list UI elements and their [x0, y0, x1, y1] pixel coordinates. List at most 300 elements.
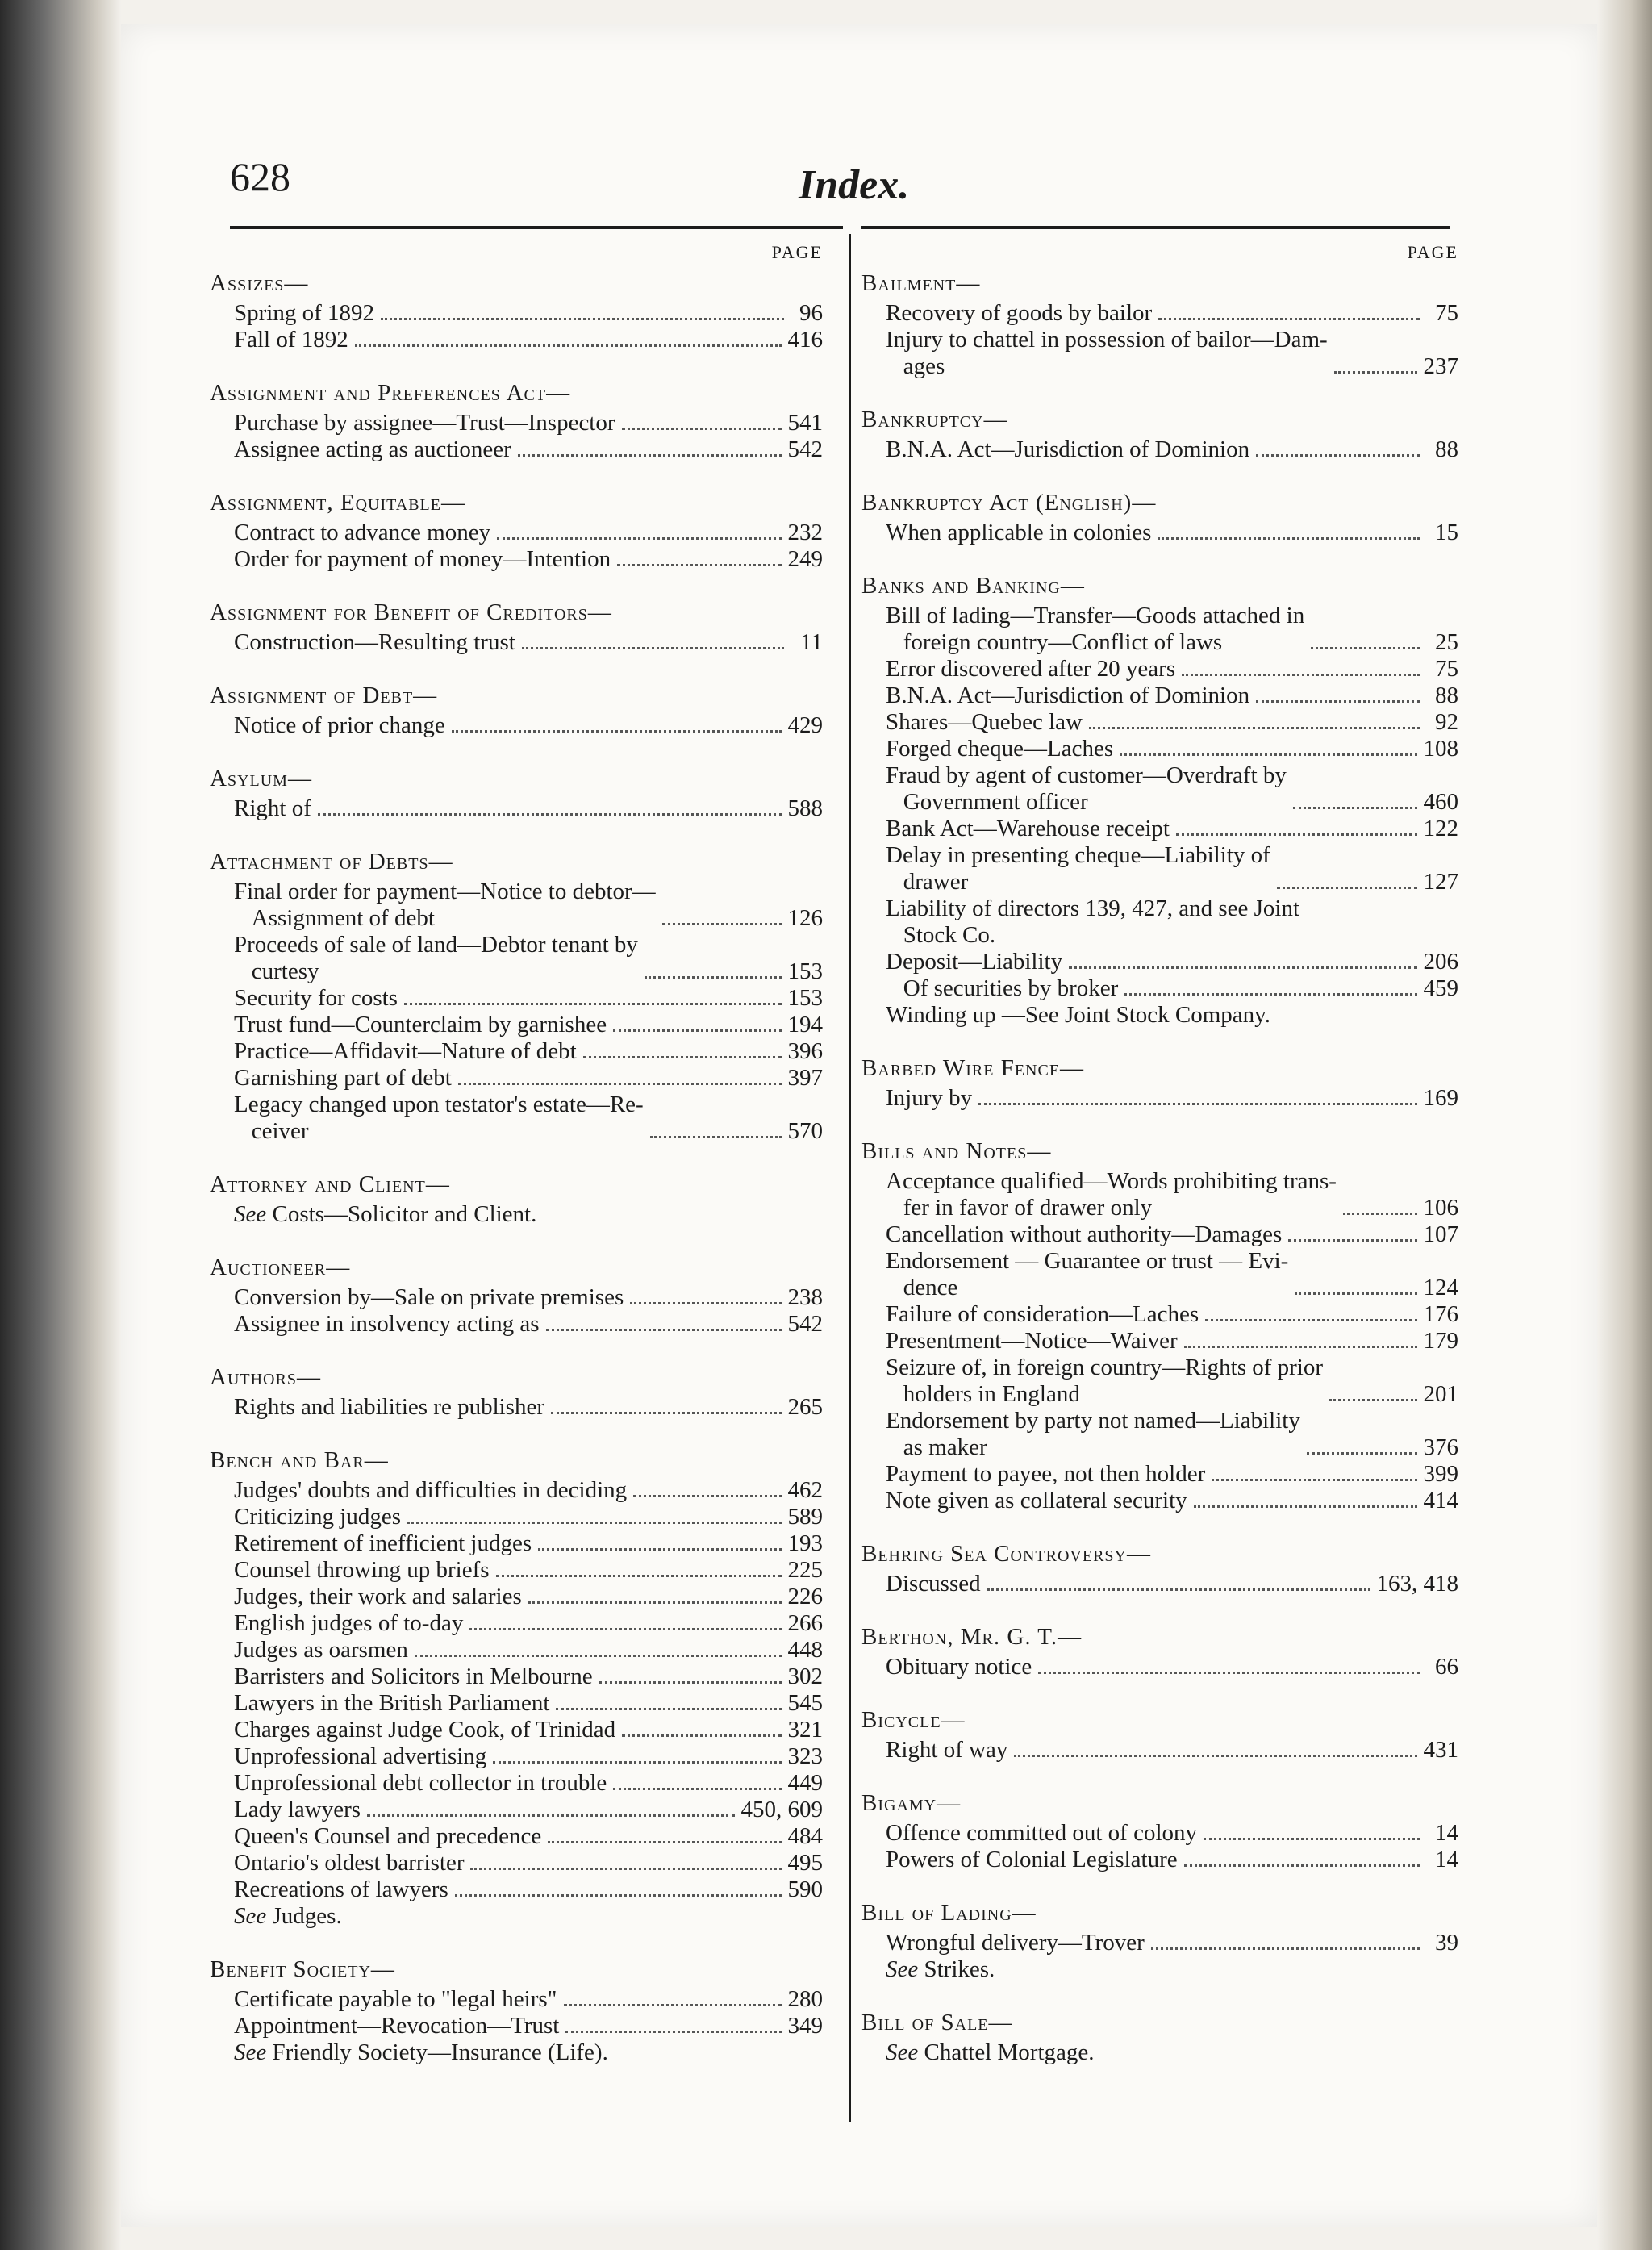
dot-leader: [564, 2004, 782, 2006]
index-subentry: [861, 520, 1458, 546]
dot-leader: [1089, 727, 1420, 729]
page-ref: 122: [1423, 816, 1458, 841]
index-subentry: [861, 1571, 1458, 1597]
index-subentry: [861, 1488, 1458, 1514]
index-subentry: [861, 842, 1458, 895]
index-subentry: [861, 1654, 1458, 1680]
subentry-text: Right of: [234, 795, 311, 821]
index-entry: [210, 678, 823, 739]
subentry-text: B.N.A. Act—Jurisdiction of Dominion: [886, 436, 1250, 462]
index-heading: Bicycle—: [861, 1707, 966, 1733]
page-ref: 39: [1435, 1930, 1458, 1956]
see-reference: [861, 2039, 1458, 2066]
index-subentry: [210, 1504, 823, 1530]
dot-leader: [469, 1628, 781, 1630]
subentry-text: Lady lawyers: [234, 1797, 361, 1822]
dot-leader: [613, 1788, 781, 1790]
index-entry: [861, 1896, 1458, 1983]
index-heading: Bench and Bar—: [210, 1447, 389, 1473]
page-ref: 124: [1423, 1275, 1458, 1300]
page-ref: 194: [787, 1012, 823, 1037]
index-subentry: [861, 1301, 1458, 1328]
page-ref: 25: [1435, 629, 1458, 655]
subentry-text: Trust fund—Counterclaim by garnishee: [234, 1012, 607, 1037]
see-word: See: [886, 1956, 919, 1982]
page-ref: 376: [1423, 1434, 1458, 1460]
page-ref: 460: [1423, 789, 1458, 815]
subentry-text: Fraud by agent of customer—Overdraft by Government officer: [886, 762, 1287, 815]
subentry-text: Fall of 1892: [234, 327, 348, 353]
page-ref: 280: [787, 1986, 823, 2012]
subentry-text: Discussed: [886, 1571, 981, 1597]
index-subentry: [861, 1408, 1458, 1461]
index-entry: [861, 486, 1458, 546]
page-ref: 225: [787, 1557, 823, 1583]
index-entry: [861, 2006, 1458, 2066]
see-reference: [210, 1903, 823, 1930]
page-ref: 429: [787, 712, 823, 738]
index-entry: [210, 595, 823, 656]
subentry-text: Construction—Resulting trust: [234, 629, 515, 655]
page-ref: 193: [787, 1530, 823, 1556]
index-subentry: [861, 1248, 1458, 1301]
dot-leader: [1182, 674, 1420, 676]
dot-leader: [493, 1761, 781, 1764]
subentry-text: Judges as oarsmen: [234, 1637, 408, 1663]
see-word: See: [234, 2039, 267, 2065]
dot-leader: [415, 1655, 782, 1657]
dot-leader: [551, 1412, 781, 1414]
index-heading: Assizes—: [210, 270, 309, 296]
dot-leader: [622, 428, 782, 430]
page-ref: 92: [1435, 709, 1458, 735]
index-subentry: [861, 895, 1458, 949]
index-entry: [861, 1620, 1458, 1680]
page-ref: 96: [799, 300, 823, 326]
subentry-text: Notice of prior change: [234, 712, 445, 738]
index-subentry: [210, 1770, 823, 1797]
dot-leader: [1014, 1755, 1416, 1757]
dot-leader: [318, 813, 782, 816]
dot-leader: [404, 1003, 782, 1005]
dot-leader: [617, 564, 781, 566]
subentry-text: Delay in presenting cheque—Liability of drawer: [886, 842, 1270, 895]
page-ref: 416: [787, 327, 823, 353]
index-entry: [861, 266, 1458, 380]
index-heading: Bill of Sale—: [861, 2010, 1013, 2035]
header-rule-left: [230, 226, 843, 229]
index-subentry: [861, 1355, 1458, 1408]
index-subentry: [210, 1311, 823, 1338]
subentry-text: Lawyers in the British Parliament: [234, 1690, 550, 1716]
index-subentry: [210, 1065, 823, 1092]
index-subentry: [210, 985, 823, 1012]
index-heading: Assignment for Benefit of Creditors—: [210, 599, 612, 625]
dot-leader: [630, 1302, 781, 1304]
subentry-text: Acceptance qualified—Words prohibiting trans- fer in favor of drawer only: [886, 1168, 1337, 1221]
page-ref: 176: [1423, 1301, 1458, 1327]
index-subentry: [210, 327, 823, 353]
subentry-text: Cancellation without authority—Damages: [886, 1221, 1283, 1247]
subentry-text: Spring of 1892: [234, 300, 374, 326]
index-column-left: [210, 242, 823, 2089]
page-ref: 431: [1423, 1737, 1458, 1763]
page-ref: 88: [1435, 683, 1458, 708]
dot-leader: [455, 1894, 782, 1897]
subentry-text: English judges of to-day: [234, 1610, 464, 1636]
subentry-text: Error discovered after 20 years: [886, 656, 1176, 682]
dot-leader: [1288, 1239, 1416, 1242]
subentry-text: Criticizing judges: [234, 1504, 401, 1530]
page-ref: 321: [787, 1717, 823, 1743]
index-heading: Bigamy—: [861, 1790, 962, 1816]
subentry-text: Final order for payment—Notice to debtor— Assignment of debt: [234, 879, 656, 931]
subentry-text: Powers of Colonial Legislature: [886, 1847, 1178, 1872]
index-subentry: [861, 709, 1458, 736]
index-subentry: [861, 949, 1458, 975]
page-ref: 179: [1423, 1328, 1458, 1354]
dot-leader: [355, 344, 782, 347]
dot-leader: [1120, 753, 1416, 756]
page-ref: 349: [787, 2013, 823, 2039]
index-entry: [210, 845, 823, 1145]
page-ref: 106: [1423, 1195, 1458, 1221]
subentry-text: Rights and liabilities re publisher: [234, 1394, 545, 1420]
index-subentry: [861, 816, 1458, 842]
index-subentry: [210, 1876, 823, 1903]
subentry-text: Assignee acting as auctioneer: [234, 436, 511, 462]
subentry-text: Judges, their work and salaries: [234, 1584, 522, 1609]
subentry-text: Ontario's oldest barrister: [234, 1850, 465, 1876]
page-ref: 396: [787, 1038, 823, 1064]
index-column-right: [861, 242, 1458, 2089]
subentry-text: Conversion by—Sale on private premises: [234, 1284, 624, 1310]
dot-leader: [1307, 1452, 1417, 1455]
subentry-text: Order for payment of money—Intention: [234, 546, 611, 572]
index-subentry: [210, 1986, 823, 2013]
see-word: See: [886, 2039, 919, 2065]
index-subentry: [210, 1690, 823, 1717]
page-ref: 495: [787, 1850, 823, 1876]
page-ref: 75: [1435, 300, 1458, 326]
index-heading: Banks and Banking—: [861, 573, 1085, 599]
subentry-text: Unprofessional advertising: [234, 1743, 487, 1769]
index-subentry: [210, 1637, 823, 1663]
page-label: PAGE: [1407, 242, 1458, 262]
page-ref: 107: [1423, 1221, 1458, 1247]
dot-leader: [565, 2031, 781, 2033]
subentry-text: Offence committed out of colony: [886, 1820, 1198, 1846]
subentry-text: Bank Act—Warehouse receipt: [886, 816, 1170, 841]
index-subentry: [861, 1930, 1458, 1956]
page-ref: 462: [787, 1477, 823, 1503]
index-subentry: [861, 762, 1458, 816]
dot-leader: [1158, 537, 1420, 540]
dot-leader: [978, 1103, 1416, 1105]
index-subentry: [210, 629, 823, 656]
index-heading: Asylum—: [210, 766, 312, 791]
index-heading: Bankruptcy Act (English)—: [861, 490, 1157, 516]
dot-leader: [613, 1029, 781, 1032]
index-heading: Auctioneer—: [210, 1254, 351, 1280]
dot-leader: [1151, 1947, 1420, 1950]
subentry-text: Proceeds of sale of land—Debtor tenant by curtesy: [234, 932, 638, 984]
index-subentry: [210, 520, 823, 546]
index-entry: [210, 1952, 823, 2066]
subentry-text: B.N.A. Act—Jurisdiction of Dominion: [886, 683, 1250, 708]
page-ref: 542: [787, 1311, 823, 1337]
index-heading: Benefit Society—: [210, 1956, 395, 1982]
dot-leader: [496, 1575, 782, 1577]
index-subentry: [210, 1477, 823, 1504]
index-entry: [210, 1360, 823, 1421]
page-ref: 169: [1423, 1085, 1458, 1111]
dot-leader: [1334, 371, 1417, 374]
page-ref: 448: [787, 1637, 823, 1663]
subentry-text: Unprofessional debt collector in trouble: [234, 1770, 607, 1796]
index-heading: Berthon, Mr. G. T.—: [861, 1624, 1083, 1650]
page-ref: 302: [787, 1663, 823, 1689]
page-ref: 265: [787, 1394, 823, 1420]
dot-leader: [987, 1588, 1370, 1591]
dot-leader: [1295, 1292, 1416, 1295]
page-ref: 163, 418: [1376, 1571, 1458, 1597]
see-reference: [210, 1201, 823, 1228]
page-ref: 397: [787, 1065, 823, 1091]
page-ref: 88: [1435, 436, 1458, 462]
index-subentry: [861, 1847, 1458, 1873]
dot-leader: [1184, 1346, 1417, 1348]
page-ref: 545: [787, 1690, 823, 1716]
subentry-text: Recovery of goods by bailor: [886, 300, 1153, 326]
subentry-text: Payment to payee, not then holder: [886, 1461, 1206, 1487]
see-word: See: [234, 1903, 267, 1929]
page-ref: 108: [1423, 736, 1458, 762]
dot-leader: [599, 1681, 782, 1684]
dot-leader: [518, 454, 782, 457]
dot-leader: [497, 537, 781, 540]
page-label: PAGE: [771, 242, 823, 262]
subentry-text: Retirement of inefficient judges: [234, 1530, 532, 1556]
subentry-text: Purchase by assignee—Trust—Inspector: [234, 410, 615, 436]
subentry-text: Barristers and Solicitors in Melbourne: [234, 1663, 593, 1689]
page-ref: 153: [787, 985, 823, 1011]
header-rule-right: [861, 226, 1450, 229]
index-heading: Authors—: [210, 1364, 321, 1390]
scan-edge-right: [1597, 0, 1652, 2250]
subentry-text: Bill of lading—Transfer—Goods attached in foreign country—Conflict of laws: [886, 603, 1305, 655]
dot-leader: [1158, 318, 1420, 320]
index-subentry: [861, 1085, 1458, 1112]
page-ref: 588: [787, 795, 823, 821]
left-entries: [210, 266, 823, 2066]
dot-leader: [633, 1495, 781, 1497]
index-subentry: [861, 1168, 1458, 1221]
index-entry: [861, 1537, 1458, 1597]
dot-leader: [1038, 1672, 1420, 1674]
index-entry: [210, 762, 823, 822]
page-ref: 14: [1435, 1847, 1458, 1872]
subentry-text: Practice—Affidavit—Nature of debt: [234, 1038, 577, 1064]
see-target: Costs—Solicitor and Client.: [266, 1201, 537, 1227]
index-subentry: [210, 879, 823, 932]
dot-leader: [407, 1522, 782, 1524]
subentry-text: Recreations of lawyers: [234, 1876, 448, 1902]
index-heading: Bills and Notes—: [861, 1138, 1052, 1164]
dot-leader: [1311, 647, 1420, 649]
index-subentry: [210, 1663, 823, 1690]
subentry-text: Garnishing part of debt: [234, 1065, 452, 1091]
index-heading: Attachment of Debts—: [210, 849, 453, 875]
index-entry: [861, 1051, 1458, 1112]
dot-leader: [538, 1548, 781, 1551]
see-reference: [861, 1956, 1458, 1983]
index-subentry: [210, 1797, 823, 1823]
index-entry: [210, 266, 823, 353]
index-entry: [861, 1786, 1458, 1873]
index-subentry: [210, 1284, 823, 1311]
subentry-text: Note given as collateral security: [886, 1488, 1187, 1513]
index-subentry: [861, 603, 1458, 656]
page-ref: 449: [787, 1770, 823, 1796]
dot-leader: [1329, 1399, 1416, 1401]
dot-leader: [470, 1868, 781, 1870]
page-ref: 450, 609: [740, 1797, 823, 1822]
index-entry: [210, 376, 823, 463]
page-ref: 206: [1423, 949, 1458, 975]
page-ref: 541: [787, 410, 823, 436]
subentry-text: Injury by: [886, 1085, 973, 1111]
dot-leader: [1205, 1319, 1416, 1321]
dot-leader: [1176, 833, 1417, 836]
index-heading: Attorney and Client—: [210, 1171, 450, 1197]
column-divider: [849, 234, 851, 2122]
subentry-text: Assignee in insolvency acting as: [234, 1311, 540, 1337]
index-subentry: [861, 1328, 1458, 1355]
page-ref: 127: [1423, 869, 1458, 895]
index-subentry: [861, 683, 1458, 709]
index-subentry: [861, 1461, 1458, 1488]
page-ref: 201: [1423, 1381, 1458, 1407]
subentry-text: Of securities by broker: [886, 975, 1119, 1001]
index-subentry: [210, 1038, 823, 1065]
page-ref: 11: [800, 629, 823, 655]
index-heading: Bill of Lading—: [861, 1900, 1037, 1926]
dot-leader: [1124, 993, 1416, 996]
page-ref: 153: [787, 958, 823, 984]
dot-leader: [522, 647, 784, 649]
index-entry: [861, 1703, 1458, 1764]
page-ref: 570: [787, 1118, 823, 1144]
right-entries: [861, 266, 1458, 2066]
subentry-text: Forged cheque—Laches: [886, 736, 1114, 762]
scan-edge-left: [0, 0, 121, 2250]
index-subentry: [210, 1823, 823, 1850]
page-ref: 15: [1435, 520, 1458, 545]
dot-leader: [1184, 1864, 1420, 1867]
index-heading: Assignment and Preferences Act—: [210, 380, 571, 406]
page-ref: 459: [1423, 975, 1458, 1001]
index-subentry: [210, 1092, 823, 1145]
dot-leader: [662, 923, 782, 925]
page-ref: 542: [787, 436, 823, 462]
dot-leader: [1256, 454, 1420, 457]
page-ref: 589: [787, 1504, 823, 1530]
subentry-text: Security for costs: [234, 985, 398, 1011]
index-subentry: [861, 1820, 1458, 1847]
subentry-text: Presentment—Notice—Waiver: [886, 1328, 1178, 1354]
index-subentry: [210, 1530, 823, 1557]
index-subentry: [861, 436, 1458, 463]
dot-leader: [1256, 700, 1420, 703]
dot-leader: [367, 1814, 734, 1817]
index-subentry: [210, 1394, 823, 1421]
index-subentry: [861, 975, 1458, 1002]
subentry-text: Winding up —See Joint Stock Company.: [886, 1002, 1271, 1028]
index-subentry: [210, 410, 823, 436]
index-entry: [861, 569, 1458, 1029]
see-target: Judges.: [266, 1903, 342, 1929]
index-subentry: [210, 1850, 823, 1876]
dot-leader: [381, 318, 784, 320]
index-subentry: [210, 1743, 823, 1770]
index-entry: [210, 1167, 823, 1228]
subentry-text: Shares—Quebec law: [886, 709, 1083, 735]
page-ref: 399: [1423, 1461, 1458, 1487]
dot-leader: [1069, 966, 1416, 969]
subentry-text: Obituary notice: [886, 1654, 1032, 1680]
subentry-text: Certificate payable to "legal heirs": [234, 1986, 557, 2012]
page-ref: 323: [787, 1743, 823, 1769]
index-subentry: [210, 1012, 823, 1038]
index-entry: [210, 1250, 823, 1338]
subentry-text: Charges against Judge Cook, of Trinidad: [234, 1717, 616, 1743]
dot-leader: [1204, 1838, 1420, 1840]
index-subentry: [210, 1584, 823, 1610]
dot-leader: [452, 730, 782, 733]
index-heading: Barbed Wire Fence—: [861, 1055, 1085, 1081]
page-number: 628: [230, 154, 290, 199]
subentry-text: Deposit—Liability: [886, 949, 1063, 975]
subentry-text: Wrongful delivery—Trover: [886, 1930, 1145, 1956]
dot-leader: [528, 1601, 782, 1604]
dot-leader: [622, 1734, 781, 1737]
dot-leader: [1212, 1479, 1416, 1481]
dot-leader: [1343, 1213, 1417, 1215]
index-subentry: [210, 1557, 823, 1584]
index-entry: [861, 1134, 1458, 1514]
see-target: Strikes.: [918, 1956, 995, 1982]
index-subentry: [210, 2013, 823, 2039]
index-entry: [210, 1443, 823, 1930]
see-word: See: [234, 1201, 267, 1227]
page-ref: 484: [787, 1823, 823, 1849]
subentry-text: Endorsement by party not named—Liability as maker: [886, 1408, 1300, 1460]
page-ref: 266: [787, 1610, 823, 1636]
subentry-text: Liability of directors 139, 427, and see Joint Stock Co.: [886, 895, 1300, 948]
dot-leader: [1293, 807, 1417, 809]
dot-leader: [583, 1056, 782, 1058]
subentry-text: Endorsement — Guarantee or trust — Evi- dence: [886, 1248, 1289, 1300]
index-subentry: [210, 1717, 823, 1743]
subentry-text: Right of way: [886, 1737, 1008, 1763]
subentry-text: Queen's Counsel and precedence: [234, 1823, 542, 1849]
subentry-text: Judges' doubts and difficulties in deciding: [234, 1477, 628, 1503]
dot-leader: [546, 1329, 782, 1331]
subentry-text: Injury to chattel in possession of bailor—Dam- ages: [886, 327, 1328, 379]
see-reference: [210, 2039, 823, 2066]
index-subentry: [210, 1610, 823, 1637]
